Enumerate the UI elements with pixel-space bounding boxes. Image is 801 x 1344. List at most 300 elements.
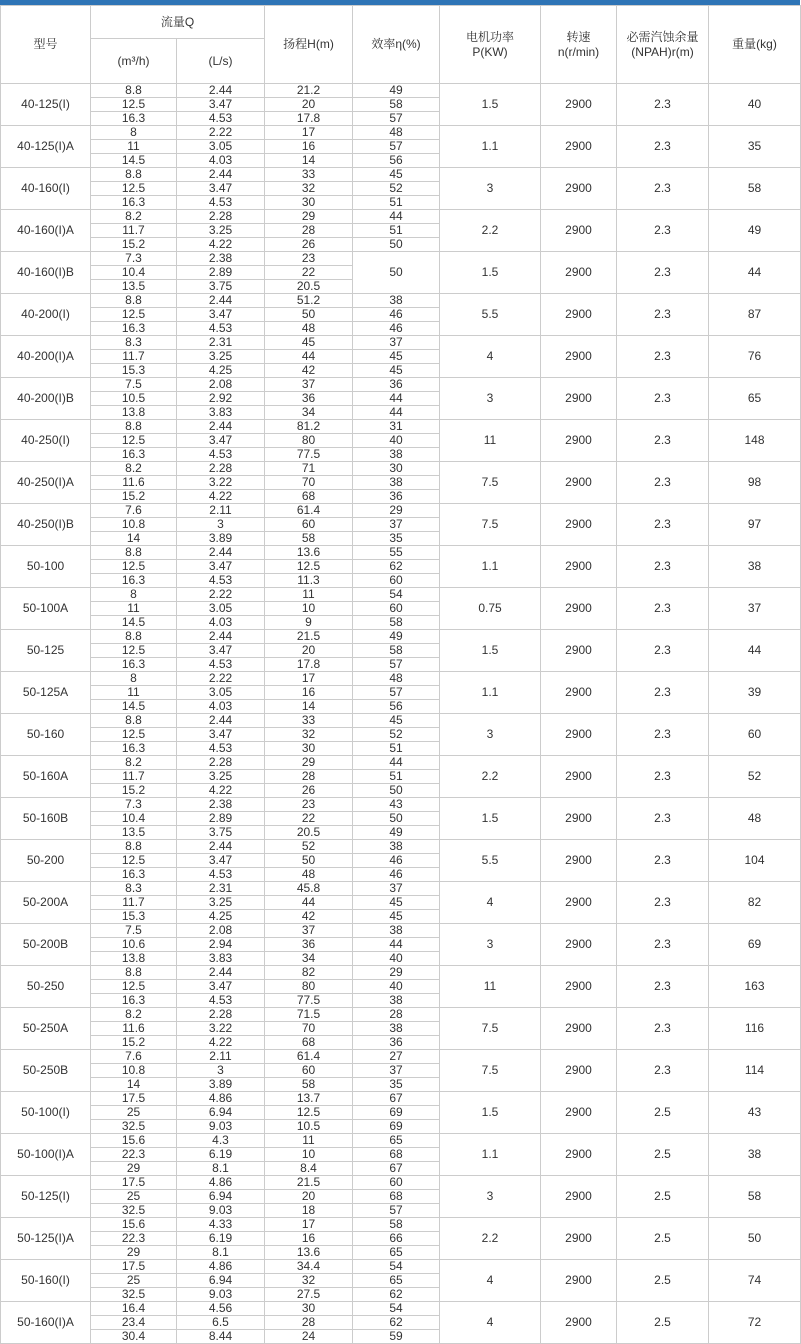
table-row — [1, 798, 801, 812]
flow-m3h-cell: 15.3 — [91, 910, 177, 924]
flow-m3h-cell: 8.3 — [91, 336, 177, 350]
npsh-cell: 2.3 — [617, 84, 709, 126]
efficiency-cell: 49 — [353, 630, 440, 644]
speed-cell: 2900 — [541, 336, 617, 378]
npsh-cell: 2.3 — [617, 168, 709, 210]
efficiency-cell: 48 — [353, 672, 440, 686]
flow-ls-cell: 3.47 — [177, 644, 265, 658]
power-cell: 3 — [440, 378, 541, 420]
power-cell: 1.1 — [440, 546, 541, 588]
head-cell: 68 — [265, 1036, 353, 1050]
efficiency-cell: 45 — [353, 168, 440, 182]
head-cell: 36 — [265, 392, 353, 406]
header-motor-power-line1: 电机功率 — [465, 29, 514, 44]
head-cell: 12.5 — [265, 560, 353, 574]
efficiency-cell: 44 — [353, 392, 440, 406]
header-flow-ls: (L/s) — [177, 39, 265, 84]
flow-m3h-cell: 8 — [91, 588, 177, 602]
speed-cell: 2900 — [541, 126, 617, 168]
table-row — [1, 756, 801, 770]
flow-m3h-cell: 17.5 — [91, 1092, 177, 1106]
flow-ls-cell: 3.47 — [177, 308, 265, 322]
efficiency-cell: 57 — [353, 140, 440, 154]
power-cell: 3 — [440, 714, 541, 756]
npsh-cell: 2.3 — [617, 882, 709, 924]
power-cell: 1.5 — [440, 1092, 541, 1134]
efficiency-cell: 68 — [353, 1190, 440, 1204]
weight-cell: 37 — [709, 588, 801, 630]
efficiency-cell: 58 — [353, 1218, 440, 1232]
efficiency-cell: 51 — [353, 770, 440, 784]
flow-m3h-cell: 12.5 — [91, 728, 177, 742]
header-npsh — [617, 6, 709, 84]
flow-m3h-cell: 14 — [91, 1078, 177, 1092]
flow-m3h-cell: 12.5 — [91, 98, 177, 112]
flow-m3h-cell: 8.8 — [91, 420, 177, 434]
efficiency-cell: 67 — [353, 1092, 440, 1106]
flow-m3h-cell: 8 — [91, 126, 177, 140]
speed-cell: 2900 — [541, 1176, 617, 1218]
flow-ls-cell: 6.94 — [177, 1106, 265, 1120]
flow-ls-cell: 4.53 — [177, 448, 265, 462]
efficiency-cell: 62 — [353, 1288, 440, 1302]
speed-cell: 2900 — [541, 588, 617, 630]
head-cell: 80 — [265, 434, 353, 448]
efficiency-cell: 35 — [353, 532, 440, 546]
flow-ls-cell: 4.86 — [177, 1260, 265, 1274]
flow-ls-cell: 3.83 — [177, 952, 265, 966]
flow-m3h-cell: 16.3 — [91, 112, 177, 126]
weight-cell: 38 — [709, 1134, 801, 1176]
power-cell: 1.5 — [440, 84, 541, 126]
head-cell: 30 — [265, 1302, 353, 1316]
efficiency-cell: 45 — [353, 910, 440, 924]
weight-cell: 52 — [709, 756, 801, 798]
model-cell: 40-125(I) — [1, 84, 91, 126]
weight-cell: 49 — [709, 210, 801, 252]
speed-cell: 2900 — [541, 840, 617, 882]
power-cell: 11 — [440, 966, 541, 1008]
efficiency-cell: 45 — [353, 714, 440, 728]
model-cell: 40-160(I)B — [1, 252, 91, 294]
power-cell: 11 — [440, 420, 541, 462]
efficiency-cell: 28 — [353, 1008, 440, 1022]
flow-ls-cell: 2.44 — [177, 546, 265, 560]
header-speed-line2: n(r/min) — [557, 44, 600, 59]
flow-m3h-cell: 8.8 — [91, 840, 177, 854]
head-cell: 11 — [265, 588, 353, 602]
efficiency-cell: 38 — [353, 294, 440, 308]
flow-ls-cell: 3 — [177, 1064, 265, 1078]
speed-cell: 2900 — [541, 672, 617, 714]
npsh-cell: 2.3 — [617, 924, 709, 966]
weight-cell: 87 — [709, 294, 801, 336]
efficiency-cell: 57 — [353, 686, 440, 700]
head-cell: 13.6 — [265, 546, 353, 560]
head-cell: 33 — [265, 714, 353, 728]
flow-m3h-cell: 29 — [91, 1246, 177, 1260]
table-row — [1, 462, 801, 476]
model-cell: 50-100(I)A — [1, 1134, 91, 1176]
table-row — [1, 1260, 801, 1274]
table-row — [1, 1176, 801, 1190]
table-row — [1, 420, 801, 434]
speed-cell: 2900 — [541, 420, 617, 462]
head-cell: 51.2 — [265, 294, 353, 308]
flow-m3h-cell: 16.3 — [91, 658, 177, 672]
efficiency-cell: 58 — [353, 644, 440, 658]
efficiency-cell: 51 — [353, 224, 440, 238]
flow-m3h-cell: 10.5 — [91, 392, 177, 406]
flow-m3h-cell: 8.8 — [91, 630, 177, 644]
flow-m3h-cell: 12.5 — [91, 308, 177, 322]
head-cell: 61.4 — [265, 504, 353, 518]
model-cell: 50-125A — [1, 672, 91, 714]
efficiency-cell: 50 — [353, 812, 440, 826]
flow-m3h-cell: 7.6 — [91, 1050, 177, 1064]
head-cell: 20.5 — [265, 280, 353, 294]
efficiency-cell: 48 — [353, 126, 440, 140]
efficiency-cell: 60 — [353, 602, 440, 616]
flow-ls-cell: 8.44 — [177, 1330, 265, 1344]
header-motor-power — [440, 6, 541, 84]
npsh-cell: 2.3 — [617, 840, 709, 882]
efficiency-cell: 58 — [353, 98, 440, 112]
efficiency-cell: 40 — [353, 952, 440, 966]
flow-ls-cell: 2.92 — [177, 392, 265, 406]
flow-m3h-cell: 32.5 — [91, 1120, 177, 1134]
power-cell: 4 — [440, 1302, 541, 1344]
power-cell: 5.5 — [440, 294, 541, 336]
table-row — [1, 210, 801, 224]
head-cell: 30 — [265, 196, 353, 210]
head-cell: 21.5 — [265, 630, 353, 644]
table-row — [1, 882, 801, 896]
flow-m3h-cell: 13.5 — [91, 826, 177, 840]
weight-cell: 97 — [709, 504, 801, 546]
head-cell: 32 — [265, 728, 353, 742]
efficiency-cell: 50 — [353, 238, 440, 252]
head-cell: 17 — [265, 1218, 353, 1232]
speed-cell: 2900 — [541, 798, 617, 840]
efficiency-cell: 29 — [353, 504, 440, 518]
power-cell: 7.5 — [440, 1008, 541, 1050]
power-cell: 1.1 — [440, 126, 541, 168]
flow-ls-cell: 4.33 — [177, 1218, 265, 1232]
efficiency-cell: 55 — [353, 546, 440, 560]
efficiency-cell: 46 — [353, 308, 440, 322]
flow-m3h-cell: 8.8 — [91, 966, 177, 980]
flow-ls-cell: 3.22 — [177, 1022, 265, 1036]
efficiency-cell: 50 — [353, 784, 440, 798]
header-flow: 流量Q — [91, 6, 265, 39]
efficiency-cell: 37 — [353, 882, 440, 896]
efficiency-cell: 30 — [353, 462, 440, 476]
head-cell: 17 — [265, 672, 353, 686]
flow-ls-cell: 6.19 — [177, 1232, 265, 1246]
flow-m3h-cell: 13.5 — [91, 280, 177, 294]
speed-cell: 2900 — [541, 504, 617, 546]
flow-ls-cell: 2.31 — [177, 882, 265, 896]
power-cell: 2.2 — [440, 1218, 541, 1260]
head-cell: 50 — [265, 308, 353, 322]
npsh-cell: 2.3 — [617, 504, 709, 546]
speed-cell: 2900 — [541, 378, 617, 420]
efficiency-cell: 65 — [353, 1134, 440, 1148]
flow-ls-cell: 4.53 — [177, 112, 265, 126]
npsh-cell: 2.3 — [617, 252, 709, 294]
flow-m3h-cell: 30.4 — [91, 1330, 177, 1344]
flow-ls-cell: 2.28 — [177, 210, 265, 224]
speed-cell: 2900 — [541, 1092, 617, 1134]
flow-m3h-cell: 10.6 — [91, 938, 177, 952]
head-cell: 37 — [265, 378, 353, 392]
power-cell: 4 — [440, 882, 541, 924]
npsh-cell: 2.3 — [617, 798, 709, 840]
flow-m3h-cell: 15.2 — [91, 490, 177, 504]
head-cell: 17.8 — [265, 112, 353, 126]
header-model: 型号 — [1, 6, 91, 84]
model-cell: 50-125 — [1, 630, 91, 672]
efficiency-cell: 37 — [353, 1064, 440, 1078]
table-row — [1, 546, 801, 560]
flow-m3h-cell: 25 — [91, 1106, 177, 1120]
npsh-cell: 2.3 — [617, 588, 709, 630]
head-cell: 36 — [265, 938, 353, 952]
flow-m3h-cell: 17.5 — [91, 1176, 177, 1190]
efficiency-cell: 38 — [353, 924, 440, 938]
flow-m3h-cell: 23.4 — [91, 1316, 177, 1330]
table-row — [1, 1008, 801, 1022]
head-cell: 21.2 — [265, 84, 353, 98]
flow-m3h-cell: 11.7 — [91, 770, 177, 784]
speed-cell: 2900 — [541, 756, 617, 798]
efficiency-cell: 37 — [353, 336, 440, 350]
power-cell: 3 — [440, 168, 541, 210]
head-cell: 28 — [265, 1316, 353, 1330]
head-cell: 60 — [265, 1064, 353, 1078]
flow-ls-cell: 4.53 — [177, 868, 265, 882]
head-cell: 28 — [265, 770, 353, 784]
head-cell: 11 — [265, 1134, 353, 1148]
flow-ls-cell: 2.44 — [177, 630, 265, 644]
flow-m3h-cell: 16.3 — [91, 196, 177, 210]
efficiency-cell: 59 — [353, 1330, 440, 1344]
flow-m3h-cell: 11 — [91, 602, 177, 616]
flow-ls-cell: 3.89 — [177, 532, 265, 546]
efficiency-cell: 69 — [353, 1120, 440, 1134]
npsh-cell: 2.3 — [617, 126, 709, 168]
header-speed-line1: 转速 — [566, 29, 591, 44]
table-row — [1, 1218, 801, 1232]
power-cell: 1.5 — [440, 252, 541, 294]
weight-cell: 43 — [709, 1092, 801, 1134]
power-cell: 7.5 — [440, 504, 541, 546]
efficiency-cell: 54 — [353, 1260, 440, 1274]
flow-ls-cell: 3.83 — [177, 406, 265, 420]
flow-m3h-cell: 10.8 — [91, 1064, 177, 1078]
efficiency-cell: 57 — [353, 112, 440, 126]
flow-ls-cell: 4.56 — [177, 1302, 265, 1316]
head-cell: 23 — [265, 252, 353, 266]
npsh-cell: 2.3 — [617, 294, 709, 336]
flow-m3h-cell: 7.5 — [91, 924, 177, 938]
model-cell: 50-160(I)A — [1, 1302, 91, 1344]
head-cell: 37 — [265, 924, 353, 938]
flow-ls-cell: 2.31 — [177, 336, 265, 350]
header-npsh-line1: 必需汽蚀余量 — [626, 29, 699, 44]
efficiency-cell: 40 — [353, 980, 440, 994]
head-cell: 58 — [265, 532, 353, 546]
npsh-cell: 2.3 — [617, 630, 709, 672]
efficiency-cell: 38 — [353, 840, 440, 854]
flow-m3h-cell: 11.7 — [91, 224, 177, 238]
weight-cell: 65 — [709, 378, 801, 420]
flow-ls-cell: 3.47 — [177, 182, 265, 196]
head-cell: 77.5 — [265, 448, 353, 462]
efficiency-cell: 44 — [353, 210, 440, 224]
flow-m3h-cell: 8.8 — [91, 714, 177, 728]
flow-ls-cell: 3.47 — [177, 728, 265, 742]
model-cell: 50-100(I) — [1, 1092, 91, 1134]
head-cell: 12.5 — [265, 1106, 353, 1120]
efficiency-cell: 38 — [353, 994, 440, 1008]
flow-m3h-cell: 13.8 — [91, 406, 177, 420]
flow-ls-cell: 3.47 — [177, 560, 265, 574]
flow-ls-cell: 3.25 — [177, 224, 265, 238]
table-row — [1, 504, 801, 518]
flow-m3h-cell: 7.3 — [91, 252, 177, 266]
head-cell: 82 — [265, 966, 353, 980]
head-cell: 20 — [265, 1190, 353, 1204]
model-cell: 40-200(I)A — [1, 336, 91, 378]
speed-cell: 2900 — [541, 966, 617, 1008]
head-cell: 26 — [265, 784, 353, 798]
flow-ls-cell: 2.44 — [177, 714, 265, 728]
weight-cell: 148 — [709, 420, 801, 462]
flow-m3h-cell: 15.6 — [91, 1134, 177, 1148]
flow-ls-cell: 4.22 — [177, 1036, 265, 1050]
table-row — [1, 1092, 801, 1106]
flow-ls-cell: 4.53 — [177, 322, 265, 336]
speed-cell: 2900 — [541, 210, 617, 252]
head-cell: 80 — [265, 980, 353, 994]
flow-m3h-cell: 8.8 — [91, 294, 177, 308]
efficiency-cell: 58 — [353, 616, 440, 630]
npsh-cell: 2.5 — [617, 1176, 709, 1218]
head-cell: 29 — [265, 210, 353, 224]
flow-ls-cell: 8.1 — [177, 1246, 265, 1260]
head-cell: 13.6 — [265, 1246, 353, 1260]
npsh-cell: 2.3 — [617, 1008, 709, 1050]
model-cell: 50-160B — [1, 798, 91, 840]
table-row — [1, 126, 801, 140]
table-header — [1, 6, 801, 84]
flow-ls-cell: 4.3 — [177, 1134, 265, 1148]
efficiency-cell: 38 — [353, 448, 440, 462]
weight-cell: 39 — [709, 672, 801, 714]
efficiency-cell: 38 — [353, 476, 440, 490]
head-cell: 27.5 — [265, 1288, 353, 1302]
model-cell: 50-200B — [1, 924, 91, 966]
head-cell: 81.2 — [265, 420, 353, 434]
speed-cell: 2900 — [541, 1050, 617, 1092]
model-cell: 50-250A — [1, 1008, 91, 1050]
weight-cell: 58 — [709, 168, 801, 210]
flow-ls-cell: 2.28 — [177, 462, 265, 476]
flow-m3h-cell: 32.5 — [91, 1204, 177, 1218]
flow-ls-cell: 4.53 — [177, 574, 265, 588]
table-row — [1, 714, 801, 728]
head-cell: 10 — [265, 1148, 353, 1162]
efficiency-cell: 38 — [353, 1022, 440, 1036]
flow-m3h-cell: 14 — [91, 532, 177, 546]
efficiency-cell: 57 — [353, 1204, 440, 1218]
efficiency-cell: 54 — [353, 588, 440, 602]
head-cell: 44 — [265, 350, 353, 364]
header-motor-power-line2: P(KW) — [472, 44, 508, 59]
flow-m3h-cell: 25 — [91, 1274, 177, 1288]
flow-ls-cell: 4.25 — [177, 364, 265, 378]
head-cell: 20 — [265, 644, 353, 658]
efficiency-cell: 37 — [353, 518, 440, 532]
npsh-cell: 2.5 — [617, 1302, 709, 1344]
flow-ls-cell: 2.44 — [177, 168, 265, 182]
speed-cell: 2900 — [541, 924, 617, 966]
weight-cell: 76 — [709, 336, 801, 378]
head-cell: 8.4 — [265, 1162, 353, 1176]
flow-ls-cell: 3.25 — [177, 350, 265, 364]
flow-ls-cell: 2.28 — [177, 1008, 265, 1022]
table-row — [1, 378, 801, 392]
flow-ls-cell: 9.03 — [177, 1204, 265, 1218]
weight-cell: 104 — [709, 840, 801, 882]
flow-m3h-cell: 12.5 — [91, 560, 177, 574]
head-cell: 14 — [265, 700, 353, 714]
head-cell: 52 — [265, 840, 353, 854]
power-cell: 4 — [440, 336, 541, 378]
flow-ls-cell: 3.47 — [177, 434, 265, 448]
npsh-cell: 2.3 — [617, 462, 709, 504]
efficiency-cell: 35 — [353, 1078, 440, 1092]
flow-m3h-cell: 11 — [91, 686, 177, 700]
flow-ls-cell: 4.53 — [177, 196, 265, 210]
model-cell: 50-250 — [1, 966, 91, 1008]
model-cell: 40-250(I)B — [1, 504, 91, 546]
head-cell: 16 — [265, 140, 353, 154]
head-cell: 71 — [265, 462, 353, 476]
flow-ls-cell: 3.75 — [177, 280, 265, 294]
flow-m3h-cell: 17.5 — [91, 1260, 177, 1274]
efficiency-cell: 54 — [353, 1302, 440, 1316]
table-row — [1, 168, 801, 182]
flow-ls-cell: 3.05 — [177, 686, 265, 700]
flow-m3h-cell: 10.8 — [91, 518, 177, 532]
npsh-cell: 2.3 — [617, 714, 709, 756]
flow-ls-cell: 2.08 — [177, 378, 265, 392]
efficiency-cell: 45 — [353, 896, 440, 910]
weight-cell: 38 — [709, 546, 801, 588]
flow-ls-cell: 4.22 — [177, 238, 265, 252]
flow-m3h-cell: 8.8 — [91, 168, 177, 182]
head-cell: 18 — [265, 1204, 353, 1218]
flow-ls-cell: 2.89 — [177, 266, 265, 280]
flow-m3h-cell: 7.3 — [91, 798, 177, 812]
flow-m3h-cell: 16.4 — [91, 1302, 177, 1316]
flow-m3h-cell: 15.2 — [91, 784, 177, 798]
speed-cell: 2900 — [541, 294, 617, 336]
flow-m3h-cell: 22.3 — [91, 1148, 177, 1162]
